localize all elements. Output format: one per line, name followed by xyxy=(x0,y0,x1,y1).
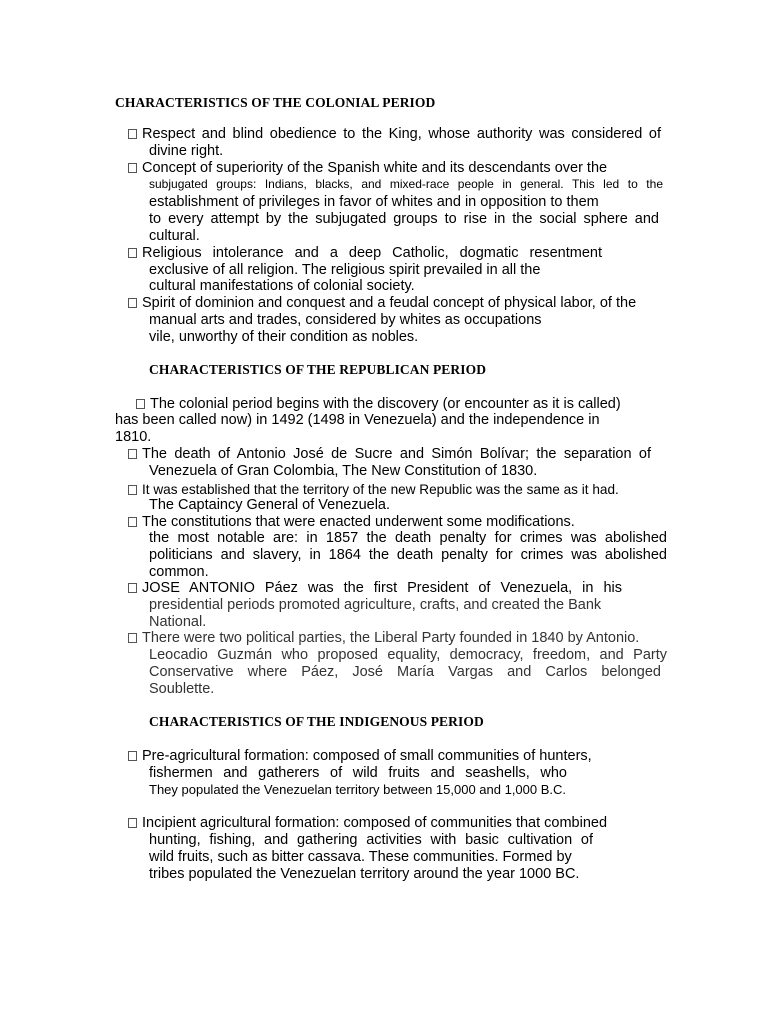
box-glyph-icon xyxy=(128,751,137,761)
text-line: hunting, fishing, and gathering activities with basic cultivation of xyxy=(149,832,593,848)
box-glyph-icon xyxy=(128,449,137,459)
text-line: establishment of privileges in favor of whites and in opposition to them xyxy=(149,194,599,210)
text-line: exclusive of all religion. The religious spirit prevailed in all the xyxy=(149,262,541,278)
text-line: Soublette. xyxy=(149,681,215,697)
text-line: has been called now) in 1492 (1498 in Venezuela) and the independence in xyxy=(115,412,600,428)
text-line: fishermen and gatherers of wild fruits and seashells, who xyxy=(149,765,567,781)
text-line: Spirit of dominion and conquest and a feudal concept of physical labor, of the xyxy=(128,295,636,312)
box-glyph-icon xyxy=(136,399,145,409)
text-line: They populated the Venezuelan territory between 15,000 and 1,000 B.C. xyxy=(149,782,567,797)
text-line: common. xyxy=(149,564,209,580)
text-line: cultural. xyxy=(149,228,200,244)
text-line: subjugated groups: Indians, blacks, and mixed-race people in general. This led to the xyxy=(149,177,663,191)
text-line: politicians and slavery, in 1864 the death penalty for crimes was abolished xyxy=(149,547,667,563)
heading-indigenous: CHARACTERISTICS OF THE INDIGENOUS PERIOD xyxy=(149,714,484,729)
heading-republican: CHARACTERISTICS OF THE REPUBLICAN PERIOD xyxy=(149,362,487,377)
text-line: Incipient agricultural formation: composed of communities that combined xyxy=(128,815,607,832)
text-line: The Captaincy General of Venezuela. xyxy=(149,497,391,513)
text-line: tribes populated the Venezuelan territory around the year 1000 BC. xyxy=(149,866,580,882)
box-glyph-icon xyxy=(128,163,137,173)
box-glyph-icon xyxy=(128,818,137,828)
text-line: Venezuela of Gran Colombia, The New Constitution of 1830. xyxy=(149,463,538,479)
text-line: the most notable are: in 1857 the death penalty for crimes was abolished xyxy=(149,530,667,546)
text-line: The colonial period begins with the discovery (or encounter as it is called) xyxy=(136,396,621,413)
text-line: cultural manifestations of colonial society. xyxy=(149,278,415,294)
text-line: Respect and blind obedience to the King, whose authority was considered of xyxy=(128,126,661,143)
text-line: presidential periods promoted agriculture, crafts, and created the Bank xyxy=(149,597,602,613)
box-glyph-icon xyxy=(128,517,137,527)
text-line: It was established that the territory of the new Republic was the same as it had. xyxy=(128,481,619,498)
heading-colonial: CHARACTERISTICS OF THE COLONIAL PERIOD xyxy=(115,95,436,110)
box-glyph-icon xyxy=(128,633,137,643)
text-line: Concept of superiority of the Spanish white and its descendants over the xyxy=(128,160,607,177)
text-line: to every attempt by the subjugated groups to rise in the social sphere and xyxy=(149,211,659,227)
text-line: Leocadio Guzmán who proposed equality, democracy, freedom, and Party xyxy=(149,647,667,663)
text-line: 1810. xyxy=(115,429,152,445)
text-line: Conservative where Páez, José María Vargas and Carlos belonged xyxy=(149,664,661,680)
text-line: National. xyxy=(149,614,207,630)
box-glyph-icon xyxy=(128,129,137,139)
text-line: Pre-agricultural formation: composed of small communities of hunters, xyxy=(128,748,592,765)
box-glyph-icon xyxy=(128,485,137,495)
text-line: manual arts and trades, considered by whites as occupations xyxy=(149,312,542,328)
text-line: The constitutions that were enacted underwent some modifications. xyxy=(128,514,575,531)
box-glyph-icon xyxy=(128,248,137,258)
text-line: There were two political parties, the Liberal Party founded in 1840 by Antonio. xyxy=(128,630,639,647)
text-line: Religious intolerance and a deep Catholic, dogmatic resentment xyxy=(128,245,602,262)
box-glyph-icon xyxy=(128,298,137,308)
text-line: wild fruits, such as bitter cassava. These communities. Formed by xyxy=(149,849,572,865)
text-line: The death of Antonio José de Sucre and Simón Bolívar; the separation of xyxy=(128,446,651,463)
text-line: divine right. xyxy=(149,143,224,159)
text-line: JOSE ANTONIO Páez was the first President of Venezuela, in his xyxy=(128,580,622,597)
text-line: vile, unworthy of their condition as nobles. xyxy=(149,329,419,345)
box-glyph-icon xyxy=(128,583,137,593)
